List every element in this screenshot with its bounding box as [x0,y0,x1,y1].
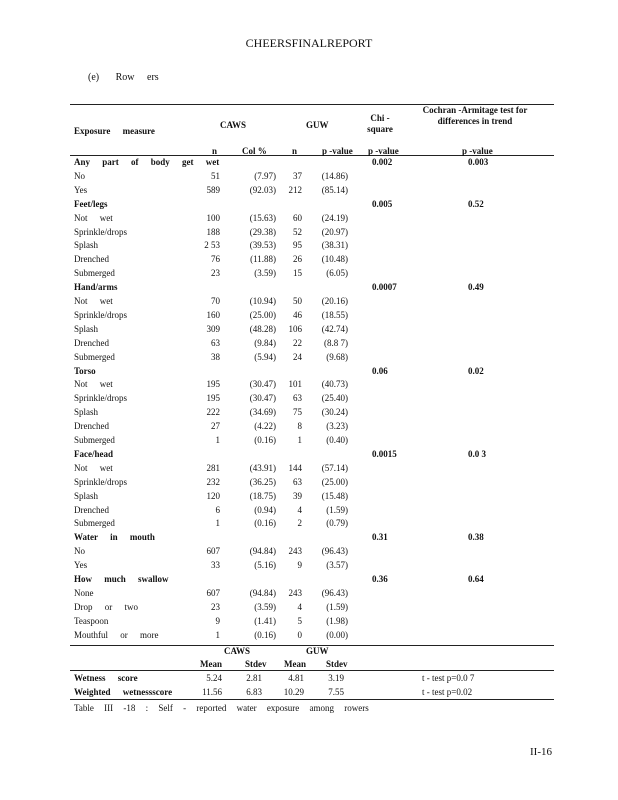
guw-n: 15 [293,268,302,279]
caws-n: 120 [206,490,220,501]
group-title: Torso [74,365,96,376]
guw-n: 24 [293,351,302,362]
guw-n: 46 [293,309,302,320]
trend-p-value: 0.64 [468,574,484,584]
chi-square-p-value: 0.06 [372,365,388,376]
score-header-caws-mean: Mean [200,659,222,669]
row-label: Not wet [74,212,113,223]
caws-col-pct: (4.22) [254,421,276,432]
score-header-caws-stdev: Stdev [245,659,267,669]
caws-col-pct: (5.16) [254,560,276,571]
section-heading [88,72,159,83]
guw-pct: (96.43) [321,546,348,557]
row-label: Splash [74,490,99,501]
guw-pct: (57.14) [321,462,348,473]
guw-n: 9 [297,560,302,571]
guw-n: 26 [293,254,302,265]
caws-col-pct: (0.16) [254,629,276,640]
score-header-rule [70,670,554,671]
row-label: Submerged [74,518,115,529]
guw-n: 2 [297,518,302,529]
caws-n: 27 [211,421,220,432]
guw-n: 101 [288,379,302,390]
guw-n: 95 [293,240,302,251]
caws-n: 188 [206,226,220,237]
caws-n: 23 [211,601,220,612]
caws-n: 309 [206,323,220,334]
row-label: Sprinkle/drops [74,393,127,404]
caws-n: 589 [206,184,220,195]
row-label: Submerged [74,268,115,279]
row-label: Splash [74,407,99,418]
caws-col-pct: (30.47) [249,393,276,404]
guw-pct: (3.23) [326,421,348,432]
caws-n: 23 [211,268,220,279]
trend-p-value: 0.52 [468,198,484,209]
caws-n: 9 [215,615,220,626]
t-test-result: t - test p=0.02 [422,687,473,697]
caws-col-pct: (92.03) [249,184,276,195]
header-caws-n: n [212,146,218,156]
guw-pct: (30.24) [321,407,348,418]
guw-pct: (18.55) [321,309,348,320]
caws-stdev: 2.81 [246,673,262,683]
row-label: Sprinkle/drops [74,226,127,237]
group-title: Feet/legs [74,198,108,209]
guw-pct: (20.16) [321,296,348,306]
score-header-guw-mean: Mean [284,659,306,669]
trend-p-value: 0.38 [468,532,484,543]
score-bottom-rule [70,699,554,700]
caws-col-pct: (0.94) [254,504,276,515]
caws-n: 1 [215,435,220,445]
score-header-caws: CAWS [224,646,251,656]
guw-pct: (10.48) [321,254,348,265]
section-title: Row ers [115,72,159,83]
row-label: Submerged [74,351,115,362]
table-caption: Table III -18 : Self - reported water exposure among rowers [74,703,369,713]
row-label: Yes [74,560,88,571]
caws-n: 232 [206,476,220,487]
caws-col-pct: (29.38) [249,226,276,237]
caws-col-pct: (25.00) [249,309,276,320]
caws-col-pct: (18.75) [249,490,276,501]
guw-n: 243 [288,587,302,598]
header-caws: CAWS [220,120,247,130]
guw-pct: (14.86) [321,170,348,181]
guw-pct: (38.31) [321,240,348,251]
caws-n: 2 53 [204,240,220,251]
guw-n: 39 [293,490,302,501]
guw-pct: (0.00) [326,629,348,640]
guw-mean: 4.81 [288,673,304,683]
row-label: Not wet [74,462,113,473]
guw-n: 63 [293,476,302,487]
group-title: Face/head [74,448,113,459]
guw-n: 144 [288,462,302,473]
row-label: Drenched [74,254,109,265]
caws-col-pct: (36.25) [249,476,276,487]
caws-mean: 11.56 [202,687,222,697]
guw-pct: (1.98) [326,615,348,626]
caws-n: 607 [206,546,220,557]
caws-n: 160 [206,309,220,320]
guw-pct: (24.19) [321,212,348,223]
row-label: No [74,546,85,557]
report-header: CHEERSFINALREPORT [245,36,373,50]
guw-pct: (3.57) [326,560,348,571]
row-label: Drop or two [74,601,138,612]
header-chi-p-value: p -value [368,146,399,156]
caws-col-pct: (5.94) [254,351,276,362]
row-label: Sprinkle/drops [74,309,127,320]
trend-p-value: 0.003 [468,157,489,167]
header-guw-p-value: p -value [322,146,353,156]
caws-col-pct: (94.84) [249,587,276,598]
row-label: Drenched [74,504,109,515]
caws-col-pct: (39.53) [249,240,276,251]
chi-square-p-value: 0.0007 [372,282,397,293]
caws-n: 195 [206,379,220,390]
guw-pct: (6.05) [326,268,348,279]
guw-pct: (40.73) [321,379,348,390]
guw-pct: (0.79) [326,518,348,529]
row-label: Yes [74,184,88,195]
guw-n: 106 [288,323,302,334]
guw-pct: (9.68) [326,351,348,362]
guw-pct: (1.59) [326,601,348,612]
score-label: Wetness score [74,673,138,683]
group-title: How much swallow [74,574,169,584]
caws-n: 70 [211,296,220,306]
chi-square-p-value: 0.002 [372,157,393,167]
guw-stdev: 7.55 [328,687,344,697]
caws-mean: 5.24 [206,673,222,683]
caws-n: 1 [215,629,220,640]
caws-col-pct: (1.41) [254,615,276,626]
caws-col-pct: (0.16) [254,435,276,445]
score-label: Weighted wetnessscore [74,687,173,697]
row-label: Not wet [74,379,113,390]
guw-pct: (8.8 7) [324,337,348,348]
guw-n: 22 [293,337,302,348]
caws-col-pct: (11.88) [250,254,276,265]
row-label: Submerged [74,435,115,445]
caws-n: 33 [211,560,220,571]
caws-n: 281 [206,462,220,473]
t-test-result: t - test p=0.0 7 [422,673,475,683]
section-label: (e) [88,72,100,83]
row-label: Drenched [74,421,109,432]
guw-pct: (85.14) [321,184,348,195]
guw-pct: (25.40) [321,393,348,404]
row-label: Drenched [74,337,109,348]
guw-n: 212 [288,184,302,195]
chi-square-p-value: 0.0015 [372,448,397,459]
row-label: Splash [74,323,99,334]
chi-square-p-value: 0.005 [372,198,393,209]
header-trend-p-value: p -value [462,146,493,156]
trend-p-value: 0.0 3 [468,448,486,459]
score-header-guw: GUW [306,646,329,656]
caws-col-pct: (9.84) [254,337,276,348]
guw-n: 0 [297,629,302,640]
guw-n: 63 [293,393,302,404]
caws-n: 195 [206,393,220,404]
group-title: Water in mouth [74,532,155,543]
guw-n: 75 [293,407,302,418]
header-guw-n: n [292,146,298,156]
guw-stdev: 3.19 [328,673,344,683]
caws-n: 76 [211,254,220,265]
caws-col-pct: (3.59) [254,268,276,279]
guw-pct: (42.74) [321,323,348,334]
row-label: Mouthful or more [74,629,159,640]
caws-n: 100 [206,212,220,223]
caws-n: 51 [211,170,220,181]
guw-n: 4 [297,504,302,515]
caws-n: 6 [215,504,220,515]
caws-n: 607 [206,587,220,598]
guw-pct: (15.48) [321,490,348,501]
row-label: None [74,587,94,598]
caws-n: 1 [215,518,220,529]
caws-col-pct: (7.97) [254,170,276,181]
chi-square-p-value: 0.36 [372,574,388,584]
header-chi-square: Chi - square [367,113,393,134]
guw-n: 243 [288,546,302,557]
caws-col-pct: (30.47) [249,379,276,390]
trend-p-value: 0.49 [468,282,484,293]
guw-n: 5 [297,615,302,626]
guw-n: 52 [293,226,302,237]
guw-n: 1 [297,435,302,445]
header-exposure-measure: Exposure measure [74,126,155,136]
guw-n: 50 [293,296,302,306]
guw-n: 4 [297,601,302,612]
trend-p-value: 0.02 [468,365,484,376]
score-header-guw-stdev: Stdev [326,659,348,669]
header-cochran-armitage: Cochran -Armitage test for differences in trend [422,105,528,126]
caws-col-pct: (48.28) [249,323,276,334]
guw-pct: (0.40) [326,435,348,445]
guw-mean: 10.29 [283,687,304,697]
guw-n: 37 [293,170,302,181]
guw-pct: (96.43) [321,587,348,598]
caws-col-pct: (34.69) [249,407,276,418]
row-label: Teaspoon [74,615,109,626]
group-title: Hand/arms [74,282,118,293]
guw-pct: (20.97) [321,226,348,237]
caws-n: 63 [211,337,220,348]
caws-col-pct: (94.84) [249,546,276,557]
page-number: II-16 [530,746,552,758]
guw-pct: (25.00) [321,476,348,487]
guw-n: 8 [297,421,302,432]
header-caws-col-pct: Col % [242,146,267,156]
row-label: Sprinkle/drops [74,476,127,487]
caws-stdev: 6.83 [246,687,262,697]
caws-col-pct: (0.16) [254,518,276,529]
row-label: Splash [74,240,99,251]
row-label: No [74,170,85,181]
caws-n: 222 [206,407,220,418]
guw-pct: (1.59) [326,504,348,515]
chi-square-p-value: 0.31 [372,532,388,543]
group-title: Any part of body get wet [74,157,220,167]
caws-n: 38 [211,351,220,362]
header-guw: GUW [306,120,329,130]
caws-col-pct: (10.94) [249,296,276,306]
guw-n: 60 [293,212,302,223]
caws-col-pct: (15.63) [249,212,276,223]
caws-col-pct: (43.91) [249,462,276,473]
row-label: Not wet [74,296,113,306]
caws-col-pct: (3.59) [254,601,276,612]
